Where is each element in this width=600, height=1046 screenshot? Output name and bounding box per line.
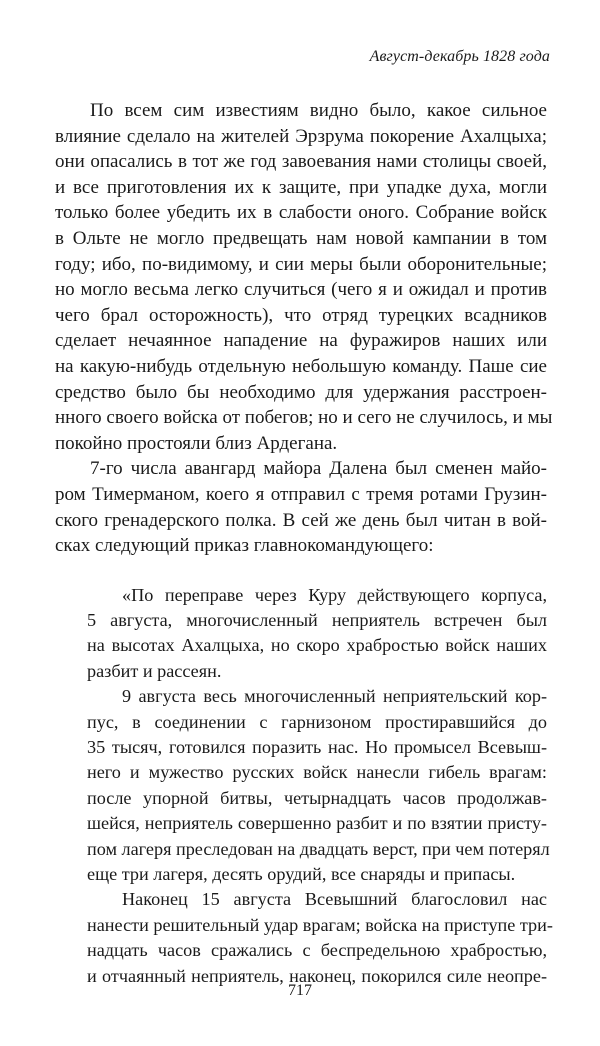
main-line: сделает нечаянное нападение на фуражиров наших или (55, 330, 547, 352)
quote-line: на высотах Ахалцыха, но скоро храбростью войск наших (87, 635, 547, 656)
main-line: только более убедить их в слабости оного. Собрание войск (55, 202, 547, 224)
quote-line: пом лагеря преследован на двадцать верст, при чем потерял (87, 838, 550, 859)
quote-line: и отчаянный неприятель, наконец, покорился силе неопре- (87, 965, 547, 986)
main-line: 7-го числа авангард майора Далена был сменен майо- (90, 458, 547, 480)
order-quote (87, 583, 553, 989)
main-paragraph (55, 98, 553, 456)
main-paragraph (55, 456, 547, 558)
quote-line: пус, в соединении с гарнизоном простиравшийся до (87, 711, 547, 732)
quote-line: нанести решительный удар врагам; войска на приступе три- (87, 914, 553, 935)
quote-gap (55, 559, 547, 583)
quote-line: 35 тысяч, готовился поразить нас. Но промысел Всевыш- (87, 737, 547, 758)
quote-paragraph (87, 887, 553, 989)
quote-line: разбит и рассеян. (87, 660, 222, 681)
main-paragraphs (55, 98, 553, 559)
page-number: 717 (288, 982, 312, 999)
quote-paragraph (87, 583, 547, 685)
running-header: Август-декабрь 1828 года (369, 48, 550, 65)
main-line: ром Тимерманом, коего я отправил с тремя ротами Грузин- (55, 483, 547, 505)
main-line: они опасались в тот же год завоевания нами столицы своей, (55, 151, 547, 173)
main-line: и все приготовления их к защите, при упадке духа, могли (55, 176, 547, 198)
quote-line: него и мужество русских войск нанесли гибель врагам: (87, 762, 547, 783)
quote-paragraph (87, 684, 550, 887)
quote-line: 5 августа, многочисленный неприятель встречен был (87, 610, 547, 631)
main-line: нного своего войска от побегов; но и сего не случилось, и мы (55, 407, 553, 429)
quote-line: «По переправе через Куру действующего корпуса, (122, 584, 547, 605)
quote-line: шейся, неприятель совершенно разбит и по взятии присту- (87, 813, 547, 834)
main-line: средство было бы необходимо для удержания расстроен- (55, 381, 547, 403)
body-text (55, 98, 553, 989)
main-line: но могло весьма легко случиться (чего я и ожидал и против (55, 279, 547, 301)
quote-line: Наконец 15 августа Всевышний благословил нас (122, 889, 547, 910)
quote-line: надцать часов сражались с беспредельною храбростью, (87, 940, 547, 961)
main-line: чего брал осторожность), что отряд турецких всадников (55, 304, 547, 326)
main-line: на какую-нибудь отдельную небольшую команду. Паше сие (55, 355, 547, 377)
main-line: покойно простояли близ Ардегана. (55, 432, 338, 454)
main-line: влияние сделало на жителей Эрзрума покорение Ахалцыха; (55, 125, 547, 147)
quote-line: еще три лагеря, десять орудий, все снаряды и припасы. (87, 863, 516, 884)
main-line: сках следующий приказ главнокомандующего: (55, 535, 434, 557)
main-line: ского гренадерского полка. В сей же день был читан в вой- (55, 509, 547, 531)
main-line: году; ибо, по-видимому, и сии меры были оборонительные; (55, 253, 547, 275)
quote-line: 9 августа весь многочисленный неприятельский кор- (122, 686, 547, 707)
main-line: в Ольте не могло предвещать нам новой кампании в том (55, 227, 547, 249)
quote-line: после упорной битвы, четырнадцать часов продолжав- (87, 787, 547, 808)
main-line: По всем сим известиям видно было, какое сильное (90, 100, 547, 121)
